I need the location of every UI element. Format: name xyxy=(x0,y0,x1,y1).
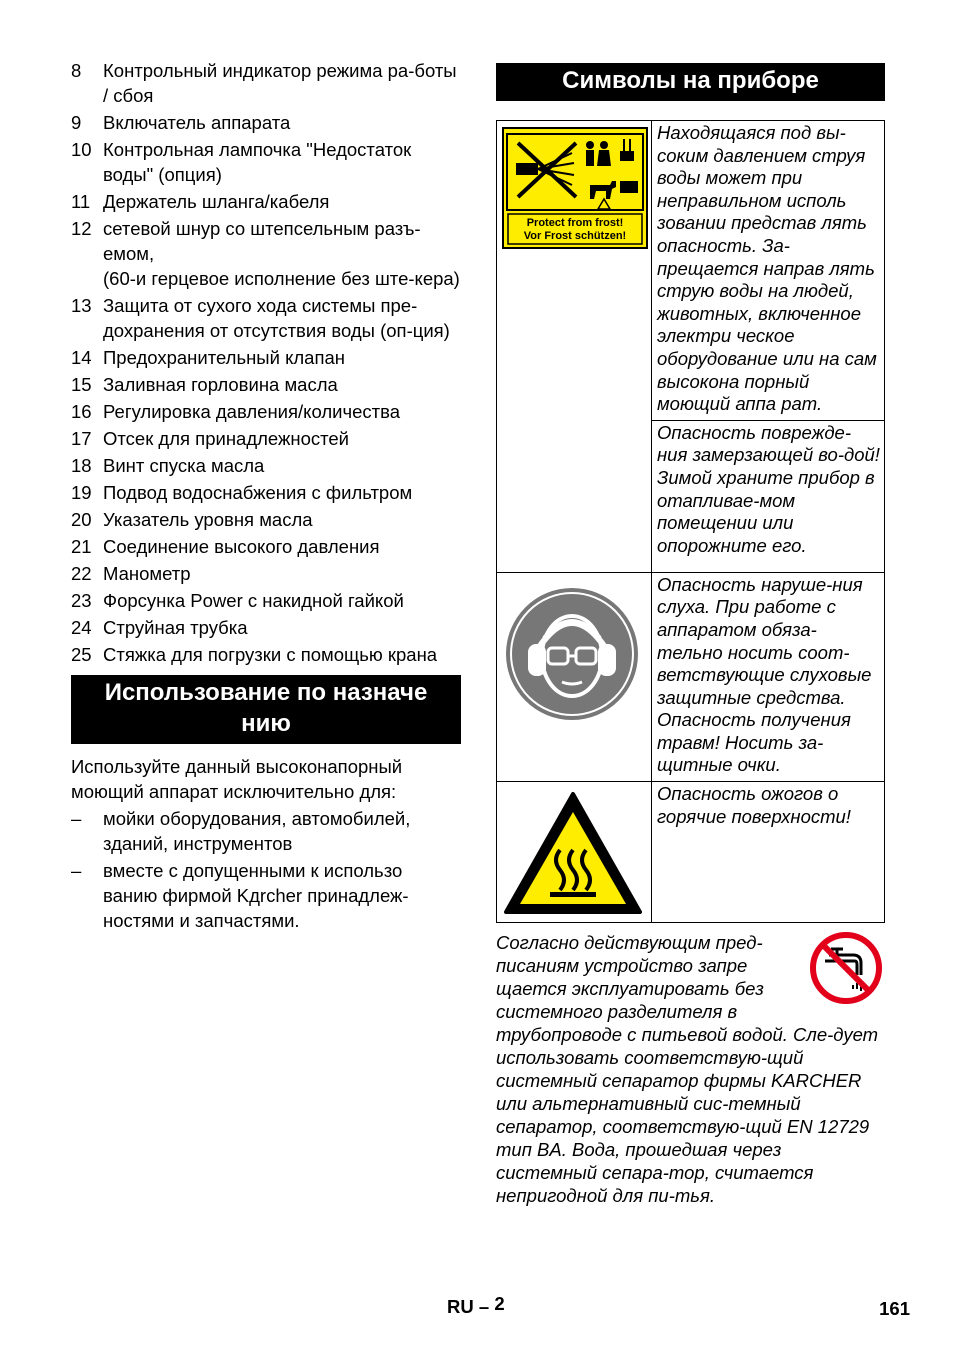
item-text xyxy=(103,561,461,586)
item-label: Регулировка давления/количества xyxy=(103,401,401,422)
item-number: 14 xyxy=(71,347,92,368)
item-label: Форсунка Power с накидной гайкой xyxy=(103,590,404,611)
symbols-table xyxy=(496,120,885,923)
parts-list-item xyxy=(71,615,461,640)
symbol-description: Опасность поврежде-ния замерзающей во-дой! Зимой храните прибор в отапливае-мом помещении или опорожните его. xyxy=(652,420,885,572)
parts-list-item xyxy=(71,507,461,532)
symbols-heading: Символы на приборе xyxy=(496,63,885,101)
item-label: Подвод водоснабжения с фильтром xyxy=(103,482,413,503)
item-number: 17 xyxy=(71,428,92,449)
item-number: 11 xyxy=(71,191,91,212)
frost-label-de: Vor Frost schützen! xyxy=(523,230,627,242)
symbol-cell xyxy=(497,782,652,923)
symbol-cell xyxy=(497,572,652,781)
usage-bullet xyxy=(71,858,461,933)
bullet-dash: – xyxy=(71,808,82,829)
item-text xyxy=(103,216,461,291)
item-label: сетевой шнур со штепсельным разъ-емом, xyxy=(103,218,421,264)
item-number: 9 xyxy=(71,112,82,133)
item-number: 25 xyxy=(71,644,92,665)
item-text xyxy=(103,110,461,135)
item-label: Винт спуска масла xyxy=(103,455,265,476)
item-label: Указатель уровня масла xyxy=(103,509,313,530)
symbol-description: Опасность ожогов о горячие поверхности! xyxy=(652,782,885,923)
item-number: 22 xyxy=(71,563,92,584)
usage-intro: Используйте данный высоконапорный моющий аппарат исключительно для: xyxy=(71,756,403,802)
item-number: 21 xyxy=(71,536,92,557)
item-text xyxy=(103,480,461,505)
ear-eye-protection-icon xyxy=(504,586,640,722)
page-number: 161 xyxy=(879,1298,910,1319)
symbol-row xyxy=(497,121,885,421)
symbol-row xyxy=(497,572,885,781)
item-extra-text: (60-и герцевое исполнение без ште-кера) xyxy=(103,268,460,289)
right-column xyxy=(496,63,885,1207)
item-text xyxy=(103,507,461,532)
item-text xyxy=(103,534,461,559)
bullet-dash: – xyxy=(71,860,82,881)
no-drinking-water-connection-icon xyxy=(809,931,883,1005)
parts-list-item xyxy=(71,642,461,667)
item-number: 13 xyxy=(71,295,92,316)
bullet-text: мойки оборудования, автомобилей, зданий, инструментов xyxy=(103,808,411,854)
parts-list-item xyxy=(71,189,461,214)
parts-list-item xyxy=(71,345,461,370)
parts-list-item xyxy=(71,137,461,187)
parts-list-item xyxy=(71,110,461,135)
parts-list-item xyxy=(71,372,461,397)
item-label: Струйная трубка xyxy=(103,617,248,638)
item-number: 19 xyxy=(71,482,92,503)
parts-list-item xyxy=(71,399,461,424)
item-label: Манометр xyxy=(103,563,191,584)
high-pressure-frost-label-icon xyxy=(502,127,650,251)
item-number: 8 xyxy=(71,60,82,81)
bullet-text: вместе с допущенными к использо ванию фирмой Kдrcher принадлеж-ностями и запчастями. xyxy=(103,860,409,931)
item-number: 24 xyxy=(71,617,92,638)
parts-list-item xyxy=(71,480,461,505)
item-label: Контрольная лампочка "Недостаток воды" (опция) xyxy=(103,139,412,185)
parts-list-item xyxy=(71,561,461,586)
item-number: 20 xyxy=(71,509,92,530)
parts-list xyxy=(71,58,461,667)
hot-surface-warning-icon xyxy=(502,790,644,916)
item-number: 23 xyxy=(71,590,92,611)
footer-subpage: 2 xyxy=(494,1293,505,1314)
symbol-description: Опасность наруше-ния слуха. При работе с аппаратом обяза-тельно носить соот-ветствующие слуховые защитные средства. Опасность получения травм! Носить за-щитные очки. xyxy=(652,572,885,781)
parts-list-item xyxy=(71,588,461,613)
item-text xyxy=(103,588,461,613)
item-label: Контрольный индикатор режима ра-боты / сбоя xyxy=(103,60,457,106)
parts-list-item xyxy=(71,453,461,478)
footer-language-marker xyxy=(447,1293,505,1318)
item-number: 15 xyxy=(71,374,92,395)
frost-label-en: Protect from frost! xyxy=(526,217,624,229)
item-label: Отсек для принадлежностей xyxy=(103,428,350,449)
item-text xyxy=(103,615,461,640)
usage-bullet xyxy=(71,806,461,856)
item-text xyxy=(103,399,461,424)
item-text xyxy=(103,642,461,667)
parts-list-item xyxy=(71,58,461,108)
item-label: Защита от сухого хода системы пре-дохранения от отсутствия воды (оп-ция) xyxy=(103,295,450,341)
item-label: Держатель шланга/кабеля xyxy=(103,191,330,212)
drinking-water-note xyxy=(496,931,885,1207)
usage-heading: Использование по назначе нию xyxy=(71,675,461,744)
item-text xyxy=(103,58,461,108)
item-label: Заливная горловина масла xyxy=(103,374,338,395)
parts-list-item xyxy=(71,534,461,559)
symbol-cell xyxy=(497,121,652,573)
item-text xyxy=(103,293,461,343)
symbol-row xyxy=(497,782,885,923)
item-number: 16 xyxy=(71,401,92,422)
item-label: Предохранительный клапан xyxy=(103,347,345,368)
parts-list-item xyxy=(71,426,461,451)
item-text xyxy=(103,137,461,187)
symbol-description: Находящаяся под вы-соким давлением струя воды может при неправильном исполь зовании представ лять опасность. За-прещается направ лять струю воды на людей, животных, включенное электри ческое оборудование или на сам высокона порный моющий аппа рат. xyxy=(652,121,885,421)
note-text: Согласно действующим пред-писаниям устройство запре щается эксплуатировать без системного разделителя в трубопроводе с питьевой водой. Сле-дует использовать соответствую-щий системный сепаратор фирмы KARCHER или альтернативный сис-темный сепаратор, соответствую-щий EN 12729 тип BA. Вода, прошедшая через системный сепара-тор, считается непригодной для пи-тья. xyxy=(496,932,879,1207)
item-label: Включатель аппарата xyxy=(103,112,291,133)
footer-lang: RU xyxy=(447,1296,474,1317)
item-text xyxy=(103,372,461,397)
item-text xyxy=(103,345,461,370)
item-number: 10 xyxy=(71,139,92,160)
item-text xyxy=(103,189,461,214)
item-label: Соединение высокого давления xyxy=(103,536,380,557)
footer-dash: – xyxy=(478,1296,490,1317)
item-text xyxy=(103,426,461,451)
item-label: Стяжка для погрузки с помощью крана xyxy=(103,644,438,665)
item-number: 12 xyxy=(71,218,92,239)
left-column xyxy=(71,58,461,933)
item-text xyxy=(103,453,461,478)
item-number: 18 xyxy=(71,455,92,476)
parts-list-item xyxy=(71,216,461,291)
parts-list-item xyxy=(71,293,461,343)
